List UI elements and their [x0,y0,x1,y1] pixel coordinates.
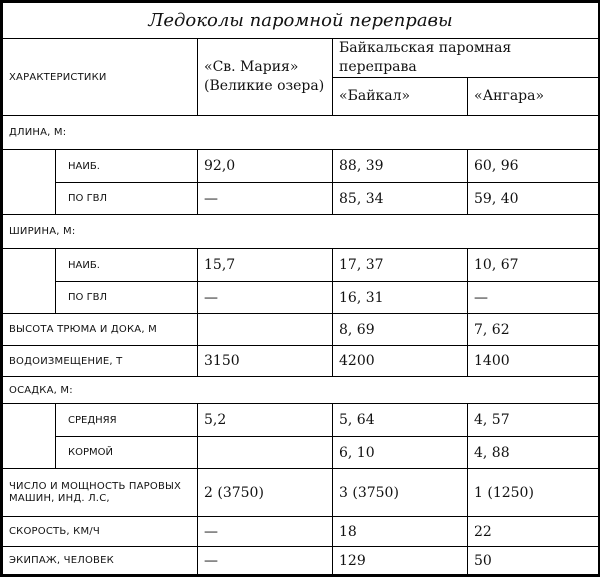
cell-width-max-angara: 10, 67 [468,249,599,282]
cell-width-gvl-st-maria: — [198,282,333,314]
header-characteristics: ХАРАКТЕРИСТИКИ [3,39,198,116]
row-label-displacement: ВОДОИЗМЕЩЕНИЕ, Т [3,346,198,377]
table-row [3,282,599,314]
cell-engines-st-maria: 2 (3750) [198,469,333,517]
cell-draft-mean-st-maria: 5,2 [198,404,333,437]
row-label-width: ШИРИНА, М: [3,215,599,249]
row-label-crew: ЭКИПАЖ, ЧЕЛОВЕК [3,547,198,575]
row-label-speed: СКОРОСТЬ, КМ/Ч [3,517,198,547]
cell-displacement-baikal: 4200 [333,346,468,377]
row-label-draft: ОСАДКА, М: [3,377,599,404]
cell-displacement-st-maria: 3150 [198,346,333,377]
table-row [3,150,599,183]
row-label-hold-height: ВЫСОТА ТРЮМА И ДОКА, М [3,314,198,346]
cell-crew-baikal: 129 [333,547,468,575]
table-row [3,547,599,575]
cell-displacement-angara: 1400 [468,346,599,377]
table-row [3,215,599,249]
table-row [3,437,599,469]
cell-engines-baikal: 3 (3750) [333,469,468,517]
header-baikal: «Байкал» [333,78,468,116]
icebreakers-table [2,2,599,575]
table-row [3,469,599,517]
cell-draft-mean-angara: 4, 57 [468,404,599,437]
table-row [3,249,599,282]
cell-length-gvl-st-maria: — [198,183,333,215]
cell-length-gvl-angara: 59, 40 [468,183,599,215]
table-row [3,183,599,215]
cell-length-max-baikal: 88, 39 [333,150,468,183]
indent-cell [3,150,56,215]
row-label-engines: ЧИСЛО И МОЩНОСТЬ ПАРОВЫХ МАШИН, ИНД. Л.С, [3,469,198,517]
cell-width-gvl-angara: — [468,282,599,314]
row-label-draft-stern: КОРМОЙ [56,437,198,469]
cell-width-max-st-maria: 15,7 [198,249,333,282]
cell-width-max-baikal: 17, 37 [333,249,468,282]
indent-cell [3,249,56,314]
table-row [3,314,599,346]
cell-speed-angara: 22 [468,517,599,547]
cell-length-max-angara: 60, 96 [468,150,599,183]
header-baikal-crossing: Байкальская паромная переправа [333,39,599,78]
header-angara: «Ангара» [468,78,599,116]
row-label-length-max: НАИБ. [56,150,198,183]
table-row [3,377,599,404]
table-row [3,346,599,377]
cell-engines-angara: 1 (1250) [468,469,599,517]
cell-crew-angara: 50 [468,547,599,575]
table-row [3,517,599,547]
cell-hold-height-angara: 7, 62 [468,314,599,346]
cell-length-max-st-maria: 92,0 [198,150,333,183]
cell-length-gvl-baikal: 85, 34 [333,183,468,215]
cell-hold-height-st-maria [198,314,333,346]
cell-crew-st-maria: — [198,547,333,575]
indent-cell [3,404,56,469]
row-label-width-max: НАИБ. [56,249,198,282]
row-label-draft-mean: СРЕДНЯЯ [56,404,198,437]
header-st-maria: «Св. Мария» (Великие озера) [198,39,333,116]
table-row [3,404,599,437]
cell-speed-st-maria: — [198,517,333,547]
cell-draft-stern-st-maria [198,437,333,469]
table-row [3,116,599,150]
row-label-length: ДЛИНА, М: [3,116,599,150]
cell-hold-height-baikal: 8, 69 [333,314,468,346]
cell-draft-stern-angara: 4, 88 [468,437,599,469]
cell-speed-baikal: 18 [333,517,468,547]
row-label-width-gvl: ПО ГВЛ [56,282,198,314]
cell-draft-mean-baikal: 5, 64 [333,404,468,437]
cell-draft-stern-baikal: 6, 10 [333,437,468,469]
row-label-length-gvl: ПО ГВЛ [56,183,198,215]
cell-width-gvl-baikal: 16, 31 [333,282,468,314]
table-title: Ледоколы паромной переправы [3,3,599,39]
